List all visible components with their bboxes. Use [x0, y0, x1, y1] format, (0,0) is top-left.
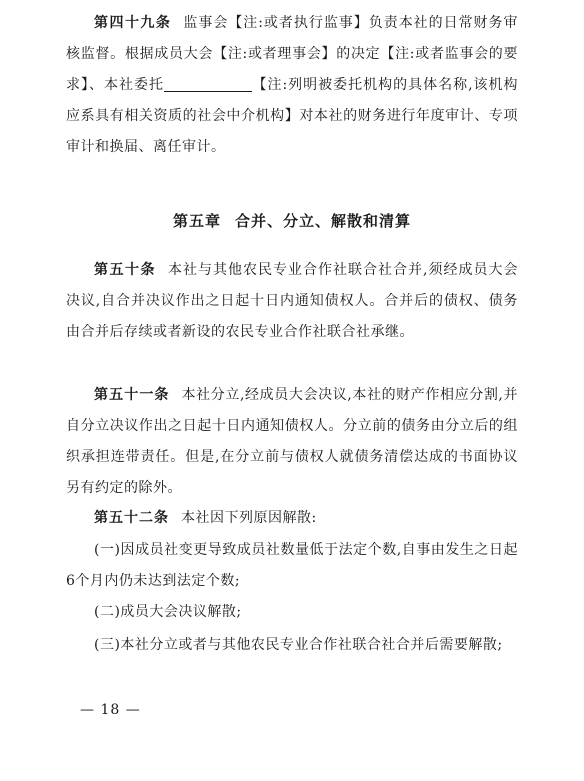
article-50-label: 第五十条	[94, 262, 157, 278]
article-52-paragraph	[66, 503, 518, 534]
chapter-number: 第五章	[172, 212, 221, 230]
list-item: (二)成员大会决议解散;	[94, 604, 242, 620]
fill-in-blank-line	[164, 77, 252, 92]
article-49-text-a: 监事会【注:或者执行监事】负责本社的日常财务审核监督。根据成员大会【注:或者理事会】的决定【注:或者监事会的要求】、本社委托	[66, 15, 519, 93]
article-52-text: 本社因下列原因解散:	[181, 510, 317, 526]
article-49-text-b: 【注:列明被委托机构的具体名称,该机构应系具有相关资质的社会中介机构】对本社的财务进行年度审计、专项审计和换届、离任审计。	[66, 77, 519, 155]
article-51-paragraph	[66, 380, 518, 504]
article-51-text: 本社分立,经成员大会决议,本社的财产作相应分割,并自分立决议作出之日起十日内通知债权人。分立前的债务由分立后的组织承担连带责任。但是,在分立前与债权人就债务清偿达成的书面协议另有约定的除外。	[66, 387, 518, 496]
article-51-label: 第五十一条	[94, 387, 170, 403]
article-50-text: 本社与其他农民专业合作社联合社合并,须经成员大会决议,自合并决议作出之日起十日内通知债权人。合并后的债权、债务由合并后存续或者新设的农民专业合作社联合社承继。	[66, 262, 519, 340]
chapter-title: 合并、分立、解散和清算	[235, 212, 412, 230]
article-50-paragraph	[66, 255, 518, 348]
list-item: (一)因成员社变更导致成员社数量低于法定个数,自事由发生之日起6个月内仍未达到法定个数;	[66, 542, 518, 589]
article-49-label: 第四十九条	[94, 15, 172, 31]
page-number: — 18 —	[80, 702, 141, 718]
chapter-heading	[0, 210, 584, 231]
article-49-paragraph	[66, 8, 518, 163]
article-52-label: 第五十二条	[94, 510, 169, 526]
list-item: (三)本社分立或者与其他农民专业合作社联合社合并后需要解散;	[94, 637, 503, 653]
